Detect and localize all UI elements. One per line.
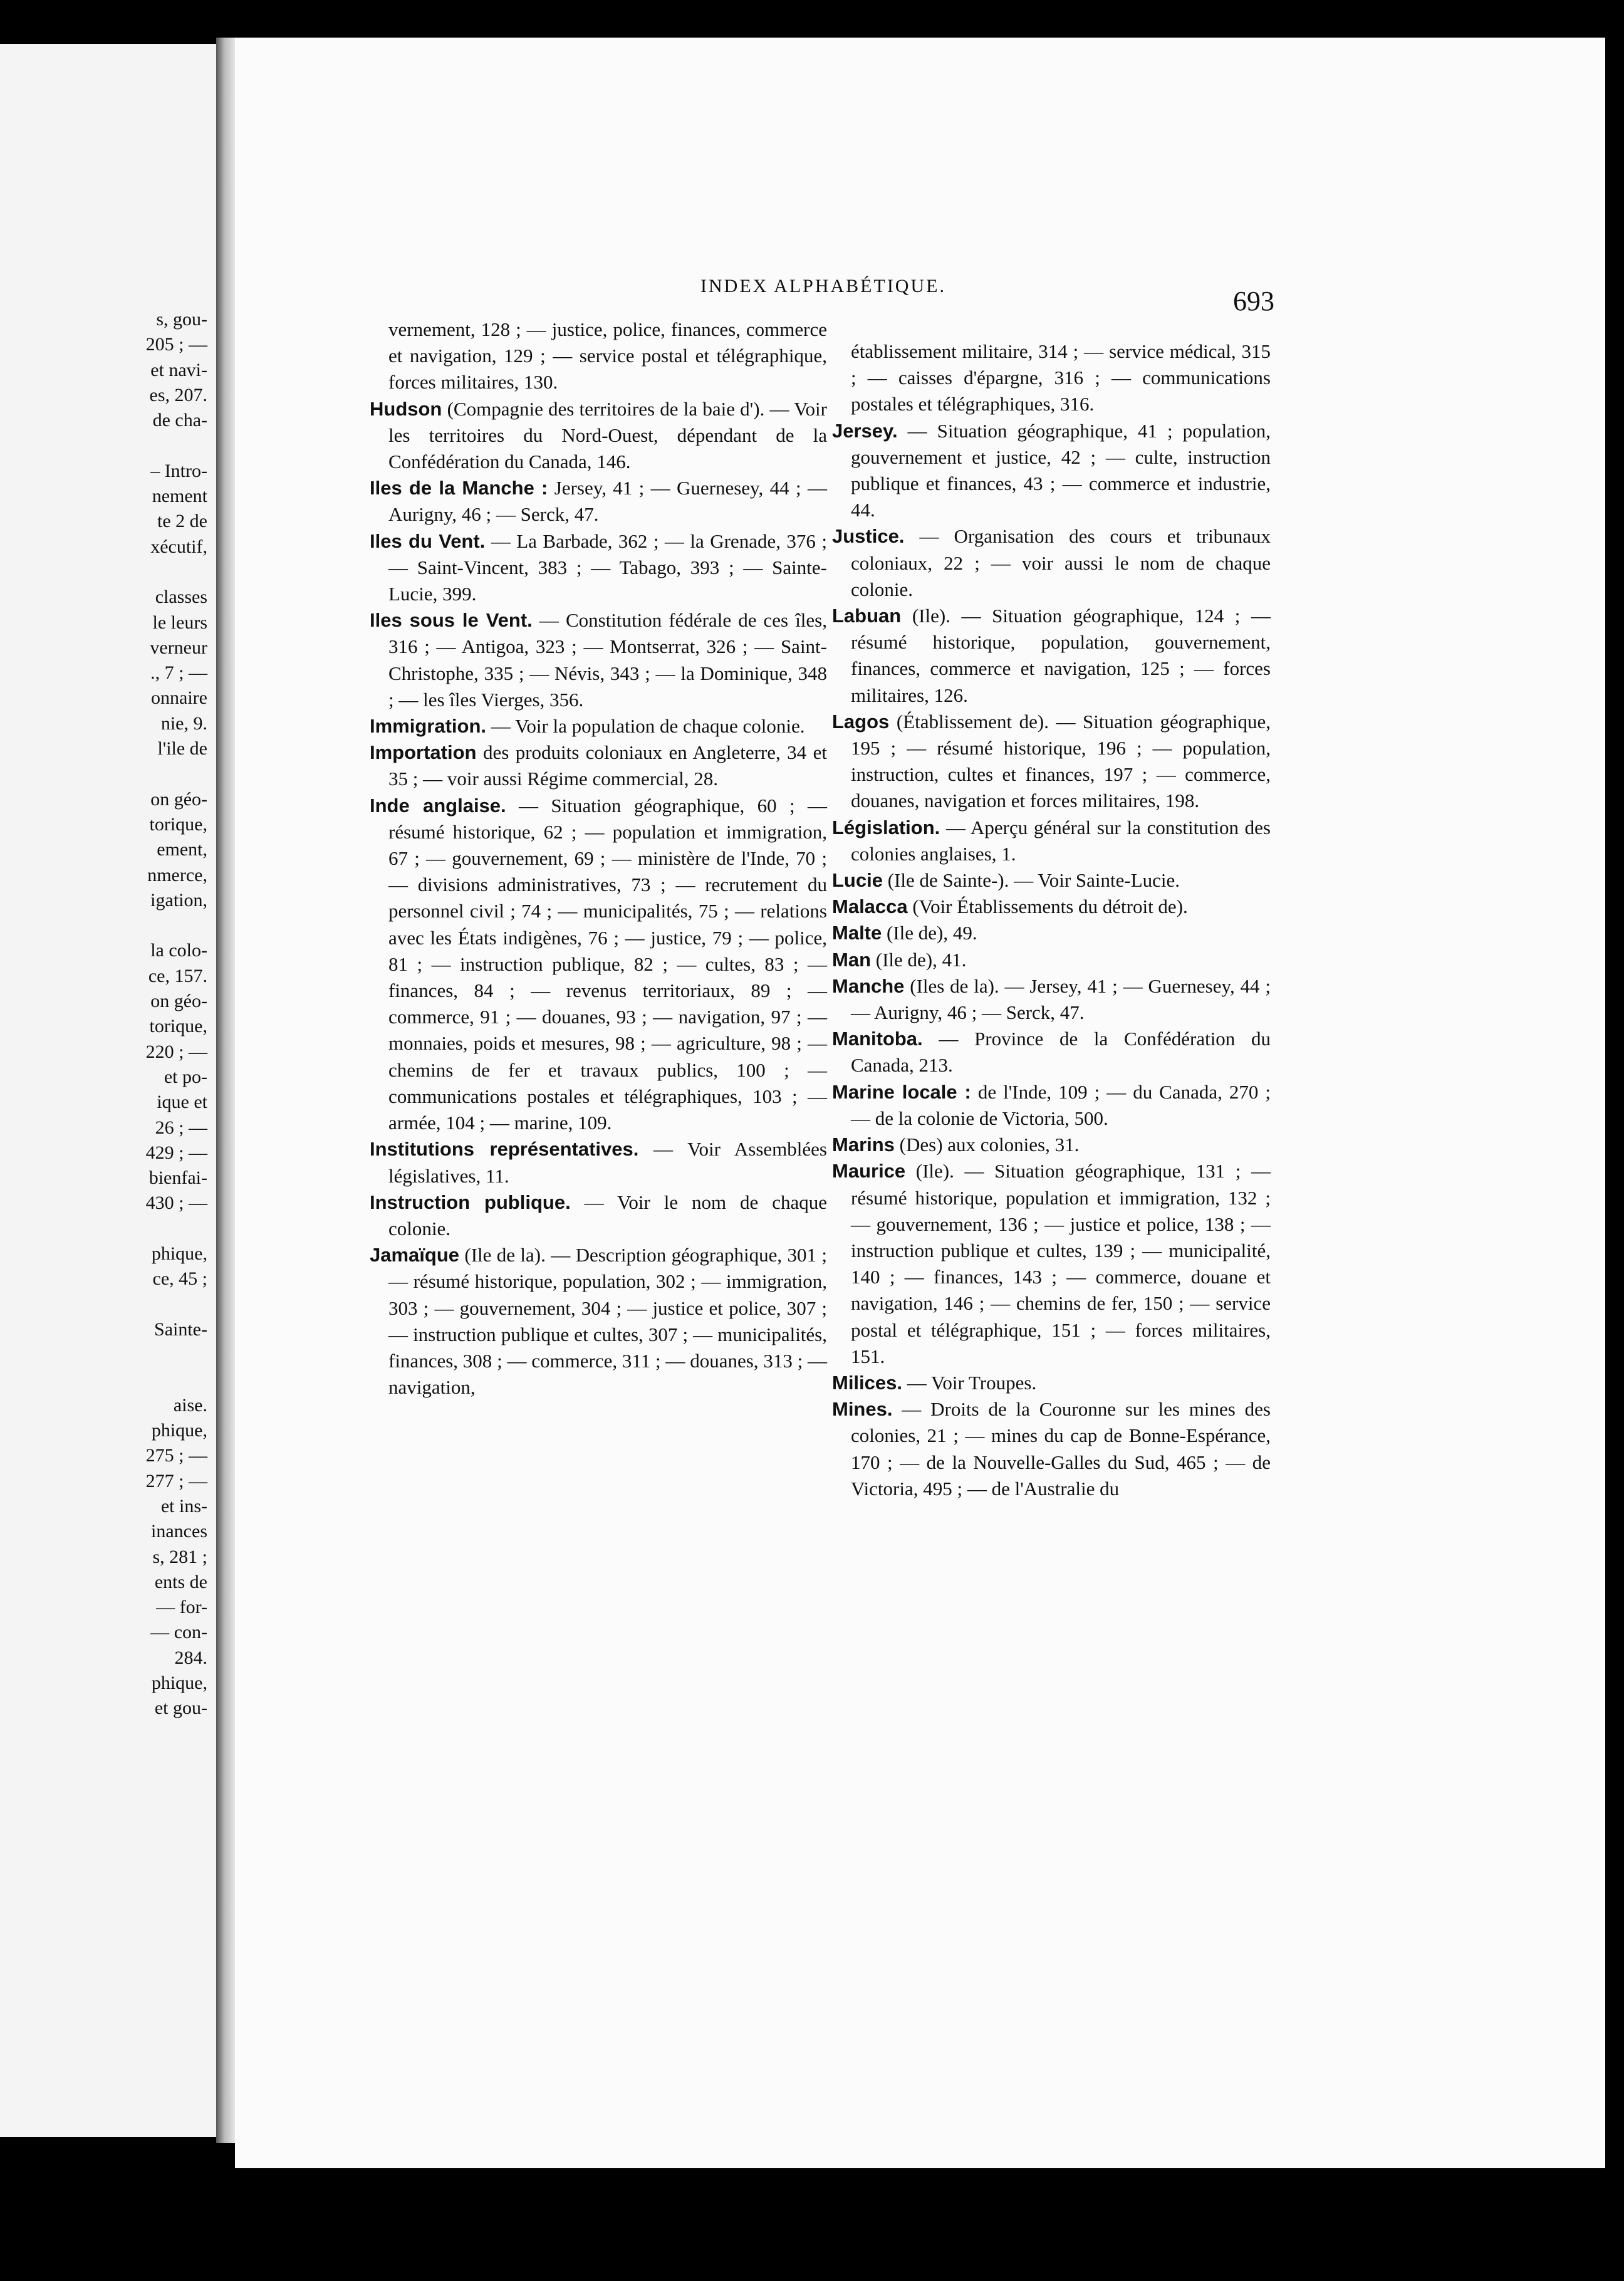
index-entry bbox=[832, 1396, 1271, 1502]
index-entry bbox=[832, 603, 1271, 709]
facing-page-line: – Intro- bbox=[150, 460, 207, 481]
facing-page-line: phique, bbox=[151, 1420, 207, 1441]
index-entry bbox=[370, 713, 827, 739]
facing-page-line: ce, 45 ; bbox=[152, 1268, 207, 1290]
facing-page-line: xécutif, bbox=[150, 536, 207, 557]
index-headword: Lucie bbox=[832, 869, 883, 892]
facing-page-line: verneur bbox=[150, 637, 207, 658]
index-entry-text: — Droits de la Couronne sur les mines des colonies, 21 ; — mines du cap de Bonne-Espérance, 170 ; — de la Nouvelle-Galles du Sud, 465 ; — de Victoria, 495 ; — de l'Australie du bbox=[851, 1398, 1271, 1500]
index-entry-text: — La Barbade, 362 ; — la Grenade, 376 ; — Saint-Vincent, 383 ; — Tabago, 393 ; — Sainte-Lucie, 399. bbox=[388, 530, 827, 605]
index-entry-text: Jersey, 41 ; — Guernesey, 44 ; — Aurigny, 46 ; — Serck, 47. bbox=[388, 477, 827, 526]
facing-page-line: ique et bbox=[157, 1092, 207, 1113]
facing-page-line: la colo- bbox=[150, 940, 207, 961]
index-entry-text: (Établissement de). — Situation géographique, 195 ; — résumé historique, 196 ; — population, instruction, cultes et finances, 197 ; — commerce, douanes, navigation et forces militaires, 198. bbox=[851, 710, 1271, 812]
index-entry bbox=[832, 709, 1271, 815]
index-entry-text: (Ile). — Situation géographique, 131 ; — résumé historique, population et immigration, 132 ; — gouvernement, 136 ; — justice et police, 138 ; — instruction publique et cultes, 139 ; — municipalité, 140 ; — finances, 143 ; — commerce, douane et navigation, 146 ; — chemins de fer, 150 ; — service postal et télégraphique, 151 ; — forces militaires, 151. bbox=[851, 1160, 1271, 1367]
index-entry bbox=[832, 894, 1271, 920]
facing-page-line: ement, bbox=[157, 839, 207, 860]
facing-page-line: et po- bbox=[164, 1066, 207, 1087]
index-entry bbox=[832, 1079, 1271, 1132]
index-entry bbox=[370, 793, 827, 1137]
facing-page-line: bienfai- bbox=[148, 1167, 207, 1189]
index-headword: Malte bbox=[832, 922, 882, 944]
index-entry-text: — Voir Troupes. bbox=[902, 1371, 1037, 1394]
facing-page-line: classes bbox=[155, 587, 207, 608]
index-entry bbox=[370, 1136, 827, 1189]
facing-page-line: ents de bbox=[154, 1571, 207, 1592]
facing-page-line: nement bbox=[152, 486, 207, 507]
index-entry bbox=[370, 475, 827, 528]
index-entry-text: (Voir Établissements du détroit de). bbox=[907, 895, 1188, 918]
index-entry bbox=[832, 973, 1271, 1026]
facing-page-line: Sainte- bbox=[154, 1318, 207, 1340]
facing-page-line: torique, bbox=[149, 813, 207, 835]
book-gutter bbox=[216, 38, 235, 2143]
index-entry bbox=[832, 1370, 1271, 1396]
index-entry bbox=[832, 1026, 1271, 1078]
index-headword: Iles du Vent. bbox=[370, 530, 486, 552]
index-headword: Lagos bbox=[832, 710, 890, 733]
index-column-right bbox=[832, 338, 1271, 1502]
index-entry-text: (Compagnie des territoires de la baie d'). — Voir les territoires du Nord-Ouest, dépendant de la Confédération du Canada, 146. bbox=[388, 397, 827, 473]
index-headword: Manitoba. bbox=[832, 1028, 923, 1050]
index-entry-text: — Constitution fédérale de ces îles, 316 ; — Antigoa, 323 ; — Montserrat, 326 ; — Saint-Christophe, 335 ; — Névis, 343 ; — la Dominique, 348 ; — les îles Vierges, 356. bbox=[388, 609, 827, 711]
facing-page-line: 430 ; — bbox=[145, 1193, 207, 1214]
running-header: INDEX ALPHABÉTIQUE. bbox=[700, 276, 946, 296]
facing-page-line: on géo- bbox=[150, 788, 207, 810]
index-entry bbox=[832, 418, 1271, 524]
index-entry-text: — Situation géographique, 60 ; — résumé historique, 62 ; — population et immigration, 67 ; — gouvernement, 69 ; — ministère de l'Inde, 70 ; — divisions administratives, 73 ; — recrutement du personnel civil ; 74 ; — municipalités, 75 ; — relations avec les États indigènes, 76 ; — justice, 79 ; — police, 81 ; — instruction publique, 82 ; — cultes, 83 ; — finances, 84 ; — revenus territoriaux, 89 ; — commerce, 91 ; — douanes, 93 ; — navigation, 97 ; — monnaies, poids et mesures, 98 ; — agriculture, 98 ; — chemins de fer et travaux publics, 100 ; — communications postales et télégraphiques, 103 ; — armée, 104 ; — marine, 109. bbox=[388, 794, 828, 1134]
index-entry-text: — Aperçu général sur la constitution des colonies anglaises, 1. bbox=[851, 816, 1271, 865]
index-headword: Institutions représentatives. bbox=[370, 1138, 639, 1161]
index-entry bbox=[832, 338, 1271, 418]
index-entry-text: — Organisation des cours et tribunaux coloniaux, 22 ; — voir aussi le nom de chaque colonie. bbox=[851, 525, 1271, 600]
index-entry bbox=[370, 1242, 827, 1401]
index-entry-text: — Voir Assemblées législatives, 11. bbox=[388, 1138, 827, 1187]
index-entry-text: (Ile de la). — Description géographique, 301 ; — résumé historique, population, 302 ; — immigration, 303 ; — gouvernement, 304 ; — justice et police, 307 ; — instruction publique et cultes, 307 ; — municipalités, finances, 308 ; — commerce, 311 ; — douanes, 313 ; — navigation, bbox=[388, 1244, 827, 1399]
index-entry-text: — Voir le nom de chaque colonie. bbox=[388, 1191, 827, 1240]
facing-page-line bbox=[146, 560, 207, 585]
index-entry bbox=[832, 1158, 1271, 1370]
facing-page-line: 220 ; — bbox=[145, 1041, 207, 1062]
facing-page-line bbox=[146, 1216, 207, 1241]
facing-page-line bbox=[146, 1342, 207, 1367]
facing-page-line bbox=[146, 433, 207, 458]
index-headword: Milices. bbox=[832, 1371, 902, 1394]
facing-page-text bbox=[146, 307, 207, 1721]
facing-page-line: et gou- bbox=[154, 1698, 207, 1719]
index-headword: Mines. bbox=[832, 1398, 893, 1421]
index-entry bbox=[370, 528, 827, 608]
index-entry-text: — Province de la Confédération du Canada, 213. bbox=[851, 1028, 1271, 1077]
facing-page-line: 26 ; — bbox=[155, 1117, 207, 1138]
facing-page-line: l'ile de bbox=[157, 738, 207, 759]
index-column-left bbox=[370, 316, 827, 1401]
index-entry-text: — Situation géographique, 41 ; population, gouvernement et justice, 42 ; — culte, instruction publique et finances, 43 ; — commerce et industrie, 44. bbox=[851, 419, 1271, 521]
facing-page-line: le leurs bbox=[152, 612, 207, 633]
index-entry bbox=[832, 867, 1271, 894]
index-entry-text: vernement, 128 ; — justice, police, finances, commerce et navigation, 129 ; — service postal et télégraphique, forces militaires, 130. bbox=[388, 318, 827, 394]
index-entry bbox=[832, 1132, 1271, 1158]
index-entry bbox=[370, 396, 827, 476]
facing-page-line: ce, 157. bbox=[148, 965, 207, 986]
index-entry-text: (Ile de), 49. bbox=[882, 922, 977, 944]
index-entry bbox=[832, 523, 1271, 603]
index-headword: Inde anglaise. bbox=[370, 794, 506, 817]
facing-page-line bbox=[146, 761, 207, 786]
facing-page-line: es, 207. bbox=[149, 384, 207, 405]
index-headword: Labuan bbox=[832, 605, 902, 627]
index-headword: Manche bbox=[832, 974, 905, 997]
index-headword: Justice. bbox=[832, 525, 905, 548]
index-entry-text: (Ile). — Situation géographique, 124 ; — résumé historique, population, gouvernement, finances, commerce et navigation, 125 ; — forces militaires, 126. bbox=[851, 605, 1271, 706]
index-entry-text: (Iles de la). — Jersey, 41 ; — Guernesey, 44 ; — Aurigny, 46 ; — Serck, 47. bbox=[851, 974, 1271, 1024]
facing-page-line: aise. bbox=[173, 1394, 207, 1416]
facing-page-line: 429 ; — bbox=[145, 1142, 207, 1163]
index-headword: Man bbox=[832, 948, 871, 971]
facing-page-line: et navi- bbox=[150, 359, 207, 380]
facing-page-line: ., 7 ; — bbox=[150, 662, 207, 684]
facing-page-line: s, 281 ; bbox=[152, 1546, 207, 1567]
facing-page-line: 275 ; — bbox=[145, 1445, 207, 1466]
index-entry bbox=[832, 920, 1271, 946]
index-headword: Jersey. bbox=[832, 419, 898, 442]
index-headword: Marins bbox=[832, 1134, 895, 1156]
facing-page-line: — for- bbox=[156, 1597, 207, 1618]
facing-page-line: 277 ; — bbox=[145, 1470, 207, 1491]
facing-page-line: — con- bbox=[150, 1622, 207, 1643]
page-number: 693 bbox=[1233, 286, 1274, 316]
index-entry-text: (Ile de Sainte-). — Voir Sainte-Lucie. bbox=[882, 869, 1180, 892]
index-headword: Hudson bbox=[370, 397, 442, 420]
index-headword: Iles de la Manche : bbox=[370, 477, 548, 499]
index-entry bbox=[370, 316, 827, 396]
facing-page-line: igation, bbox=[150, 889, 207, 911]
facing-page-line: s, gou- bbox=[156, 309, 207, 330]
facing-page-line: inances bbox=[151, 1521, 207, 1542]
index-entry bbox=[370, 739, 827, 792]
facing-page-line: nmerce, bbox=[147, 864, 207, 885]
index-headword: Législation. bbox=[832, 816, 940, 838]
facing-page-line bbox=[146, 1292, 207, 1317]
facing-page bbox=[0, 44, 216, 2137]
index-headword: Malacca bbox=[832, 895, 908, 918]
index-entry bbox=[370, 1189, 827, 1242]
facing-page-line: de cha- bbox=[152, 410, 207, 431]
index-entry-text: (Des) aux colonies, 31. bbox=[894, 1134, 1080, 1156]
index-entry-text: des produits coloniaux en Angleterre, 34 et 35 ; — voir aussi Régime commercial, 28. bbox=[388, 741, 827, 790]
index-headword: Importation bbox=[370, 741, 477, 764]
facing-page-line: phique, bbox=[151, 1243, 207, 1264]
index-entry bbox=[832, 947, 1271, 973]
facing-page-line: nie, 9. bbox=[160, 712, 207, 734]
index-headword: Iles sous le Vent. bbox=[370, 609, 533, 632]
index-headword: Jamaïque bbox=[370, 1244, 460, 1266]
index-entry-text: — Voir la population de chaque colonie. bbox=[486, 715, 805, 738]
facing-page-line: 284. bbox=[174, 1647, 207, 1668]
index-headword: Marine locale : bbox=[832, 1080, 971, 1103]
facing-page-line: et ins- bbox=[160, 1495, 207, 1516]
facing-page-line: te 2 de bbox=[157, 511, 207, 532]
facing-page-line: on géo- bbox=[150, 991, 207, 1012]
facing-page-line: 205 ; — bbox=[145, 334, 207, 355]
facing-page-line bbox=[146, 913, 207, 938]
index-entry bbox=[370, 607, 827, 713]
facing-page-line: phique, bbox=[151, 1673, 207, 1694]
index-headword: Instruction publique. bbox=[370, 1191, 571, 1213]
index-entry-text: établissement militaire, 314 ; — service médical, 315 ; — caisses d'épargne, 316 ; — communications postales et télégraphiques, 316. bbox=[851, 340, 1271, 415]
index-headword: Maurice bbox=[832, 1160, 906, 1182]
index-entry-text: de l'Inde, 109 ; — du Canada, 270 ; — de la colonie de Victoria, 500. bbox=[851, 1080, 1271, 1129]
index-headword: Immigration. bbox=[370, 715, 487, 738]
facing-page-line: onnaire bbox=[151, 687, 207, 709]
facing-page-line bbox=[146, 1367, 207, 1392]
facing-page-line: torique, bbox=[149, 1016, 207, 1037]
index-entry-text: (Ile de), 41. bbox=[871, 948, 967, 971]
index-entry bbox=[832, 815, 1271, 867]
